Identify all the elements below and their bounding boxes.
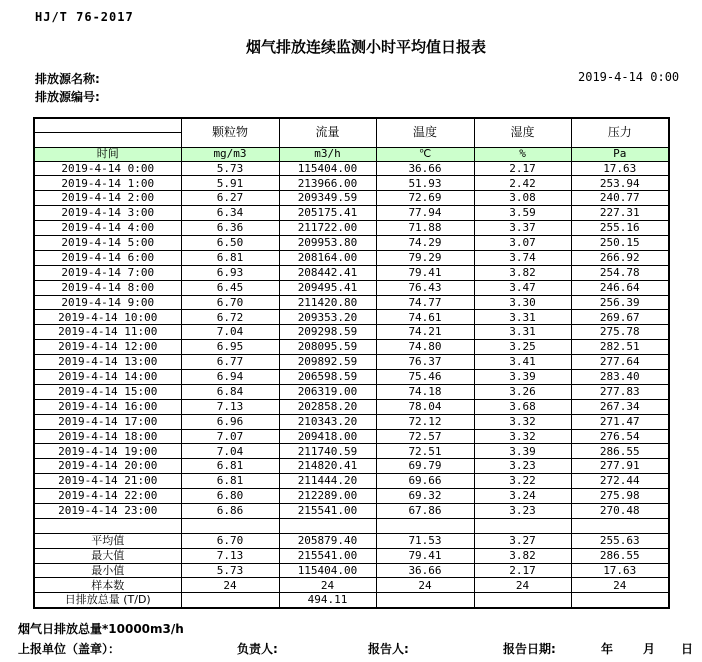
time-cell: 2019-4-14 18:00 — [34, 429, 181, 444]
value-cell: 7.04 — [181, 325, 279, 340]
summary-value-cell: 3.27 — [474, 533, 571, 548]
time-cell: 2019-4-14 17:00 — [34, 414, 181, 429]
value-cell: 254.78 — [571, 265, 669, 280]
value-cell: 3.32 — [474, 429, 571, 444]
value-cell: 271.47 — [571, 414, 669, 429]
manager-label: 负责人: — [237, 642, 278, 656]
value-cell: 270.48 — [571, 503, 669, 518]
footer-note: 烟气日排放总量*10000m3/h — [18, 622, 184, 636]
source-name-label: 排放源名称: — [35, 72, 100, 86]
time-cell: 2019-4-14 21:00 — [34, 474, 181, 489]
summary-value-cell — [571, 593, 669, 608]
value-cell: 6.80 — [181, 489, 279, 504]
value-cell: 3.39 — [474, 444, 571, 459]
value-cell: 211444.20 — [279, 474, 376, 489]
table-row — [34, 295, 669, 310]
value-cell: 6.96 — [181, 414, 279, 429]
table-row — [34, 250, 669, 265]
summary-value-cell: 255.63 — [571, 533, 669, 548]
summary-label-cell: 最小值 — [34, 563, 181, 578]
value-cell: 211420.80 — [279, 295, 376, 310]
value-cell: 211740.59 — [279, 444, 376, 459]
value-cell: 5.73 — [181, 161, 279, 176]
summary-value-cell: 205879.40 — [279, 533, 376, 548]
value-cell: 208442.41 — [279, 265, 376, 280]
spacer-cell — [279, 518, 376, 533]
summary-value-cell: 215541.00 — [279, 548, 376, 563]
value-cell: 202858.20 — [279, 399, 376, 414]
summary-value-cell: 36.66 — [376, 563, 474, 578]
value-cell: 212289.00 — [279, 489, 376, 504]
summary-row — [34, 548, 669, 563]
value-cell: 6.72 — [181, 310, 279, 325]
value-cell: 3.24 — [474, 489, 571, 504]
table-row — [34, 221, 669, 236]
report-table-body — [34, 118, 669, 608]
source-code-label: 排放源编号: — [35, 90, 100, 104]
unit-cell: Pa — [571, 147, 669, 161]
summary-label-cell: 最大值 — [34, 548, 181, 563]
value-cell: 3.30 — [474, 295, 571, 310]
month-label: 月 — [643, 642, 656, 656]
summary-value-cell: 286.55 — [571, 548, 669, 563]
value-cell: 3.37 — [474, 221, 571, 236]
table-row — [34, 206, 669, 221]
table-header-row — [34, 118, 669, 133]
value-cell: 72.69 — [376, 191, 474, 206]
value-cell: 240.77 — [571, 191, 669, 206]
value-cell: 209353.20 — [279, 310, 376, 325]
value-cell: 6.81 — [181, 474, 279, 489]
value-cell: 227.31 — [571, 206, 669, 221]
value-cell: 266.92 — [571, 250, 669, 265]
value-cell: 6.81 — [181, 250, 279, 265]
value-cell: 2.42 — [474, 176, 571, 191]
spacer-cell — [474, 518, 571, 533]
summary-value-cell: 494.11 — [279, 593, 376, 608]
value-cell: 17.63 — [571, 161, 669, 176]
summary-label-cell: 样本数 — [34, 578, 181, 593]
column-header-cell: 颗粒物 — [181, 118, 279, 147]
value-cell: 3.07 — [474, 235, 571, 250]
value-cell: 77.94 — [376, 206, 474, 221]
table-row — [34, 340, 669, 355]
value-cell: 76.43 — [376, 280, 474, 295]
value-cell: 3.31 — [474, 310, 571, 325]
value-cell: 74.21 — [376, 325, 474, 340]
value-cell: 71.88 — [376, 221, 474, 236]
value-cell: 275.98 — [571, 489, 669, 504]
value-cell: 208095.59 — [279, 340, 376, 355]
value-cell: 214820.41 — [279, 459, 376, 474]
value-cell: 5.91 — [181, 176, 279, 191]
value-cell: 206598.59 — [279, 369, 376, 384]
value-cell: 67.86 — [376, 503, 474, 518]
value-cell: 256.39 — [571, 295, 669, 310]
summary-value-cell: 79.41 — [376, 548, 474, 563]
spacer-cell — [571, 518, 669, 533]
value-cell: 209892.59 — [279, 355, 376, 370]
table-row — [34, 444, 669, 459]
value-cell: 6.36 — [181, 221, 279, 236]
summary-label-cell: 日排放总量 (T/D) — [34, 593, 181, 608]
corner-cell-top — [34, 118, 181, 133]
value-cell: 74.29 — [376, 235, 474, 250]
summary-label-cell: 平均值 — [34, 533, 181, 548]
value-cell: 3.32 — [474, 414, 571, 429]
value-cell: 3.82 — [474, 265, 571, 280]
value-cell: 6.45 — [181, 280, 279, 295]
time-cell: 2019-4-14 13:00 — [34, 355, 181, 370]
value-cell: 72.12 — [376, 414, 474, 429]
unit-cell: % — [474, 147, 571, 161]
value-cell: 3.41 — [474, 355, 571, 370]
time-cell: 2019-4-14 19:00 — [34, 444, 181, 459]
page-title: 烟气排放连续监测小时平均值日报表 — [245, 38, 486, 56]
value-cell: 3.23 — [474, 503, 571, 518]
value-cell: 6.27 — [181, 191, 279, 206]
time-cell: 2019-4-14 14:00 — [34, 369, 181, 384]
value-cell: 277.91 — [571, 459, 669, 474]
summary-value-cell — [181, 593, 279, 608]
table-row — [34, 176, 669, 191]
value-cell: 3.31 — [474, 325, 571, 340]
summary-row — [34, 578, 669, 593]
table-row — [34, 280, 669, 295]
value-cell: 209349.59 — [279, 191, 376, 206]
unit-cell: ℃ — [376, 147, 474, 161]
table-row — [34, 489, 669, 504]
value-cell: 6.77 — [181, 355, 279, 370]
column-header-cell: 温度 — [376, 118, 474, 147]
value-cell: 6.50 — [181, 235, 279, 250]
summary-value-cell: 71.53 — [376, 533, 474, 548]
summary-row — [34, 563, 669, 578]
summary-value-cell: 3.82 — [474, 548, 571, 563]
value-cell: 36.66 — [376, 161, 474, 176]
time-cell: 2019-4-14 1:00 — [34, 176, 181, 191]
summary-value-cell: 17.63 — [571, 563, 669, 578]
summary-value-cell: 24 — [474, 578, 571, 593]
summary-value-cell — [376, 593, 474, 608]
value-cell: 69.66 — [376, 474, 474, 489]
value-cell: 79.41 — [376, 265, 474, 280]
table-spacer-row — [34, 518, 669, 533]
value-cell: 282.51 — [571, 340, 669, 355]
value-cell: 209495.41 — [279, 280, 376, 295]
value-cell: 205175.41 — [279, 206, 376, 221]
corner-cell-bottom — [34, 133, 181, 148]
monitoring-data-table — [33, 117, 670, 609]
summary-value-cell: 2.17 — [474, 563, 571, 578]
value-cell: 277.83 — [571, 384, 669, 399]
time-cell: 2019-4-14 22:00 — [34, 489, 181, 504]
column-header-cell: 湿度 — [474, 118, 571, 147]
value-cell: 6.81 — [181, 459, 279, 474]
value-cell: 213966.00 — [279, 176, 376, 191]
column-header-cell: 压力 — [571, 118, 669, 147]
time-cell: 2019-4-14 4:00 — [34, 221, 181, 236]
value-cell: 3.08 — [474, 191, 571, 206]
table-row — [34, 474, 669, 489]
value-cell: 269.67 — [571, 310, 669, 325]
summary-value-cell: 6.70 — [181, 533, 279, 548]
value-cell: 3.68 — [474, 399, 571, 414]
value-cell: 215541.00 — [279, 503, 376, 518]
time-cell: 2019-4-14 23:00 — [34, 503, 181, 518]
value-cell: 283.40 — [571, 369, 669, 384]
time-cell: 2019-4-14 15:00 — [34, 384, 181, 399]
value-cell: 267.34 — [571, 399, 669, 414]
value-cell: 6.84 — [181, 384, 279, 399]
time-cell: 2019-4-14 2:00 — [34, 191, 181, 206]
value-cell: 246.64 — [571, 280, 669, 295]
value-cell: 72.51 — [376, 444, 474, 459]
time-header-cell: 时间 — [34, 147, 181, 161]
column-header-cell: 流量 — [279, 118, 376, 147]
time-cell: 2019-4-14 9:00 — [34, 295, 181, 310]
table-row — [34, 399, 669, 414]
value-cell: 277.64 — [571, 355, 669, 370]
value-cell: 209418.00 — [279, 429, 376, 444]
time-cell: 2019-4-14 0:00 — [34, 161, 181, 176]
value-cell: 115404.00 — [279, 161, 376, 176]
value-cell: 209953.80 — [279, 235, 376, 250]
value-cell: 7.13 — [181, 399, 279, 414]
table-units-row — [34, 147, 669, 161]
spacer-cell — [376, 518, 474, 533]
summary-value-cell — [474, 593, 571, 608]
value-cell: 69.32 — [376, 489, 474, 504]
value-cell: 3.26 — [474, 384, 571, 399]
time-cell: 2019-4-14 5:00 — [34, 235, 181, 250]
time-cell: 2019-4-14 8:00 — [34, 280, 181, 295]
value-cell: 3.39 — [474, 369, 571, 384]
report-datetime: 2019-4-14 0:00 — [578, 70, 680, 84]
table-row — [34, 414, 669, 429]
summary-value-cell: 7.13 — [181, 548, 279, 563]
table-row — [34, 369, 669, 384]
value-cell: 6.34 — [181, 206, 279, 221]
table-row — [34, 310, 669, 325]
value-cell: 275.78 — [571, 325, 669, 340]
table-row — [34, 161, 669, 176]
value-cell: 76.37 — [376, 355, 474, 370]
time-cell: 2019-4-14 11:00 — [34, 325, 181, 340]
value-cell: 3.74 — [474, 250, 571, 265]
standard-code: HJ/T 76-2017 — [35, 10, 134, 24]
time-cell: 2019-4-14 7:00 — [34, 265, 181, 280]
table-row — [34, 503, 669, 518]
value-cell: 72.57 — [376, 429, 474, 444]
spacer-cell — [181, 518, 279, 533]
table-row — [34, 459, 669, 474]
reporting-unit-label: 上报单位（盖章）： — [18, 642, 121, 656]
summary-value-cell: 115404.00 — [279, 563, 376, 578]
time-cell: 2019-4-14 3:00 — [34, 206, 181, 221]
time-cell: 2019-4-14 12:00 — [34, 340, 181, 355]
reporter-label: 报告人: — [368, 642, 409, 656]
value-cell: 74.77 — [376, 295, 474, 310]
time-cell: 2019-4-14 16:00 — [34, 399, 181, 414]
value-cell: 74.80 — [376, 340, 474, 355]
summary-value-cell: 24 — [181, 578, 279, 593]
value-cell: 253.94 — [571, 176, 669, 191]
time-cell: 2019-4-14 10:00 — [34, 310, 181, 325]
value-cell: 6.94 — [181, 369, 279, 384]
value-cell: 272.44 — [571, 474, 669, 489]
table-row — [34, 355, 669, 370]
time-cell: 2019-4-14 20:00 — [34, 459, 181, 474]
value-cell: 74.18 — [376, 384, 474, 399]
summary-row — [34, 533, 669, 548]
year-label: 年 — [601, 642, 614, 656]
unit-cell: mg/m3 — [181, 147, 279, 161]
value-cell: 208164.00 — [279, 250, 376, 265]
value-cell: 6.70 — [181, 295, 279, 310]
value-cell: 69.79 — [376, 459, 474, 474]
value-cell: 79.29 — [376, 250, 474, 265]
value-cell: 3.23 — [474, 459, 571, 474]
spacer-cell — [34, 518, 181, 533]
value-cell: 7.04 — [181, 444, 279, 459]
value-cell: 209298.59 — [279, 325, 376, 340]
summary-value-cell: 24 — [571, 578, 669, 593]
table-row — [34, 325, 669, 340]
value-cell: 2.17 — [474, 161, 571, 176]
value-cell: 6.93 — [181, 265, 279, 280]
table-row — [34, 429, 669, 444]
value-cell: 51.93 — [376, 176, 474, 191]
value-cell: 255.16 — [571, 221, 669, 236]
value-cell: 6.86 — [181, 503, 279, 518]
value-cell: 7.07 — [181, 429, 279, 444]
value-cell: 276.54 — [571, 429, 669, 444]
table-row — [34, 235, 669, 250]
value-cell: 75.46 — [376, 369, 474, 384]
day-label: 日 — [681, 642, 694, 656]
summary-value-cell: 24 — [279, 578, 376, 593]
summary-row — [34, 593, 669, 608]
report-date-label: 报告日期: — [503, 642, 556, 656]
value-cell: 78.04 — [376, 399, 474, 414]
value-cell: 6.95 — [181, 340, 279, 355]
value-cell: 3.47 — [474, 280, 571, 295]
value-cell: 74.61 — [376, 310, 474, 325]
value-cell: 210343.20 — [279, 414, 376, 429]
table-row — [34, 191, 669, 206]
value-cell: 206319.00 — [279, 384, 376, 399]
table-row — [34, 384, 669, 399]
value-cell: 3.22 — [474, 474, 571, 489]
value-cell: 211722.00 — [279, 221, 376, 236]
value-cell: 250.15 — [571, 235, 669, 250]
time-cell: 2019-4-14 6:00 — [34, 250, 181, 265]
unit-cell: m3/h — [279, 147, 376, 161]
summary-value-cell: 24 — [376, 578, 474, 593]
value-cell: 3.59 — [474, 206, 571, 221]
value-cell: 3.25 — [474, 340, 571, 355]
table-row — [34, 265, 669, 280]
summary-value-cell: 5.73 — [181, 563, 279, 578]
value-cell: 286.55 — [571, 444, 669, 459]
